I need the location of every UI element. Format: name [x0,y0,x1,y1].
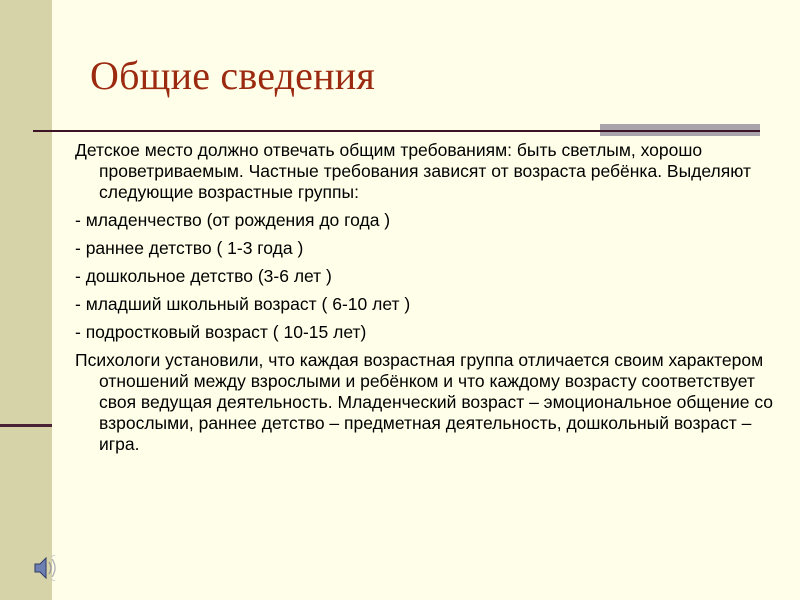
side-strip [0,0,52,600]
age-group-item: - дошкольное детство (3-6 лет ) [75,266,332,286]
age-group-item: - младший школьный возраст ( 6-10 лет ) [75,294,411,314]
age-group-item: - младенчество (от рождения до года ) [75,210,391,230]
title-rule [33,130,759,132]
side-divider [0,424,52,427]
age-group-item: - подростковый возраст ( 10-15 лет) [75,322,367,342]
age-group-item: - раннее детство ( 1-3 года ) [75,238,304,258]
slide-title: Общие сведения [90,53,375,98]
speaker-icon[interactable] [33,555,61,581]
conclusion-paragraph: Психологи установили, что каждая возрастная группа отличается своим характером отношений между взрослыми и ребёнком и что каждому возрасту соответствует своя ведущая деятельность. Младенческий возраст – эмоциональное общение со взрослыми, раннее детство – предметная деятельность, дошкольный возраст – игра. [75,350,774,454]
intro-paragraph: Детское место должно отвечать общим требованиям: быть светлым, хорошо проветриваемым. Частные требования зависят от возраста ребёнка. Выделяют следующие возрастные группы: [75,140,751,202]
slide-body [75,140,775,462]
